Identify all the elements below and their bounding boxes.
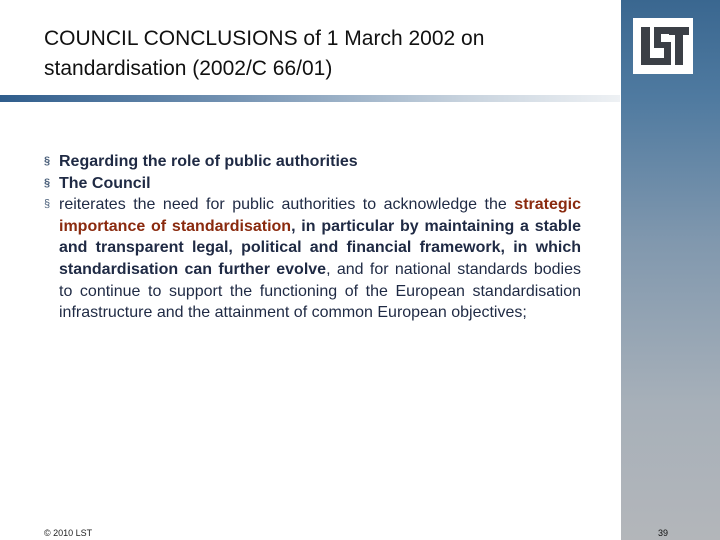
- right-sidebar-band: [621, 0, 720, 540]
- slide-title: [44, 24, 604, 84]
- bullet-marker: §: [44, 155, 51, 167]
- bullet-marker: §: [44, 176, 51, 189]
- highlighted-phrase: strategic importance of standardisation: [59, 196, 581, 235]
- list-item: [44, 173, 581, 195]
- list-item: [44, 151, 581, 173]
- footer-copyright: © 2010 LST: [44, 528, 93, 538]
- bullet-list: [44, 151, 581, 324]
- bold-phrase: , in particular by maintaining a stable and transparent legal, political and financial framework, in which standardisation can further evolve: [59, 217, 581, 278]
- bullet-text-council: The Council: [59, 174, 151, 192]
- slide-title-line-2: standardisation (2002/C 66/01): [44, 57, 333, 80]
- lst-logo: [633, 18, 693, 74]
- bullet-text-role: Regarding the role of public authorities: [59, 153, 358, 170]
- bullet-text-reiterates: reiterates the need for public authorities to acknowledge the: [59, 196, 515, 214]
- lst-logo-icon: [633, 18, 693, 74]
- bullet-text-continuation: , and for national standards bodies to continue to support the functioning of the European standardisation infrastructure and the attainment of common European objectives;: [59, 260, 582, 322]
- title-divider-bar: [0, 95, 620, 102]
- list-item: [44, 194, 581, 324]
- page-number: 39: [658, 528, 669, 538]
- bullet-marker: §: [44, 198, 51, 211]
- slide-title-line-1: COUNCIL CONCLUSIONS of 1 March 2002 on: [44, 27, 485, 50]
